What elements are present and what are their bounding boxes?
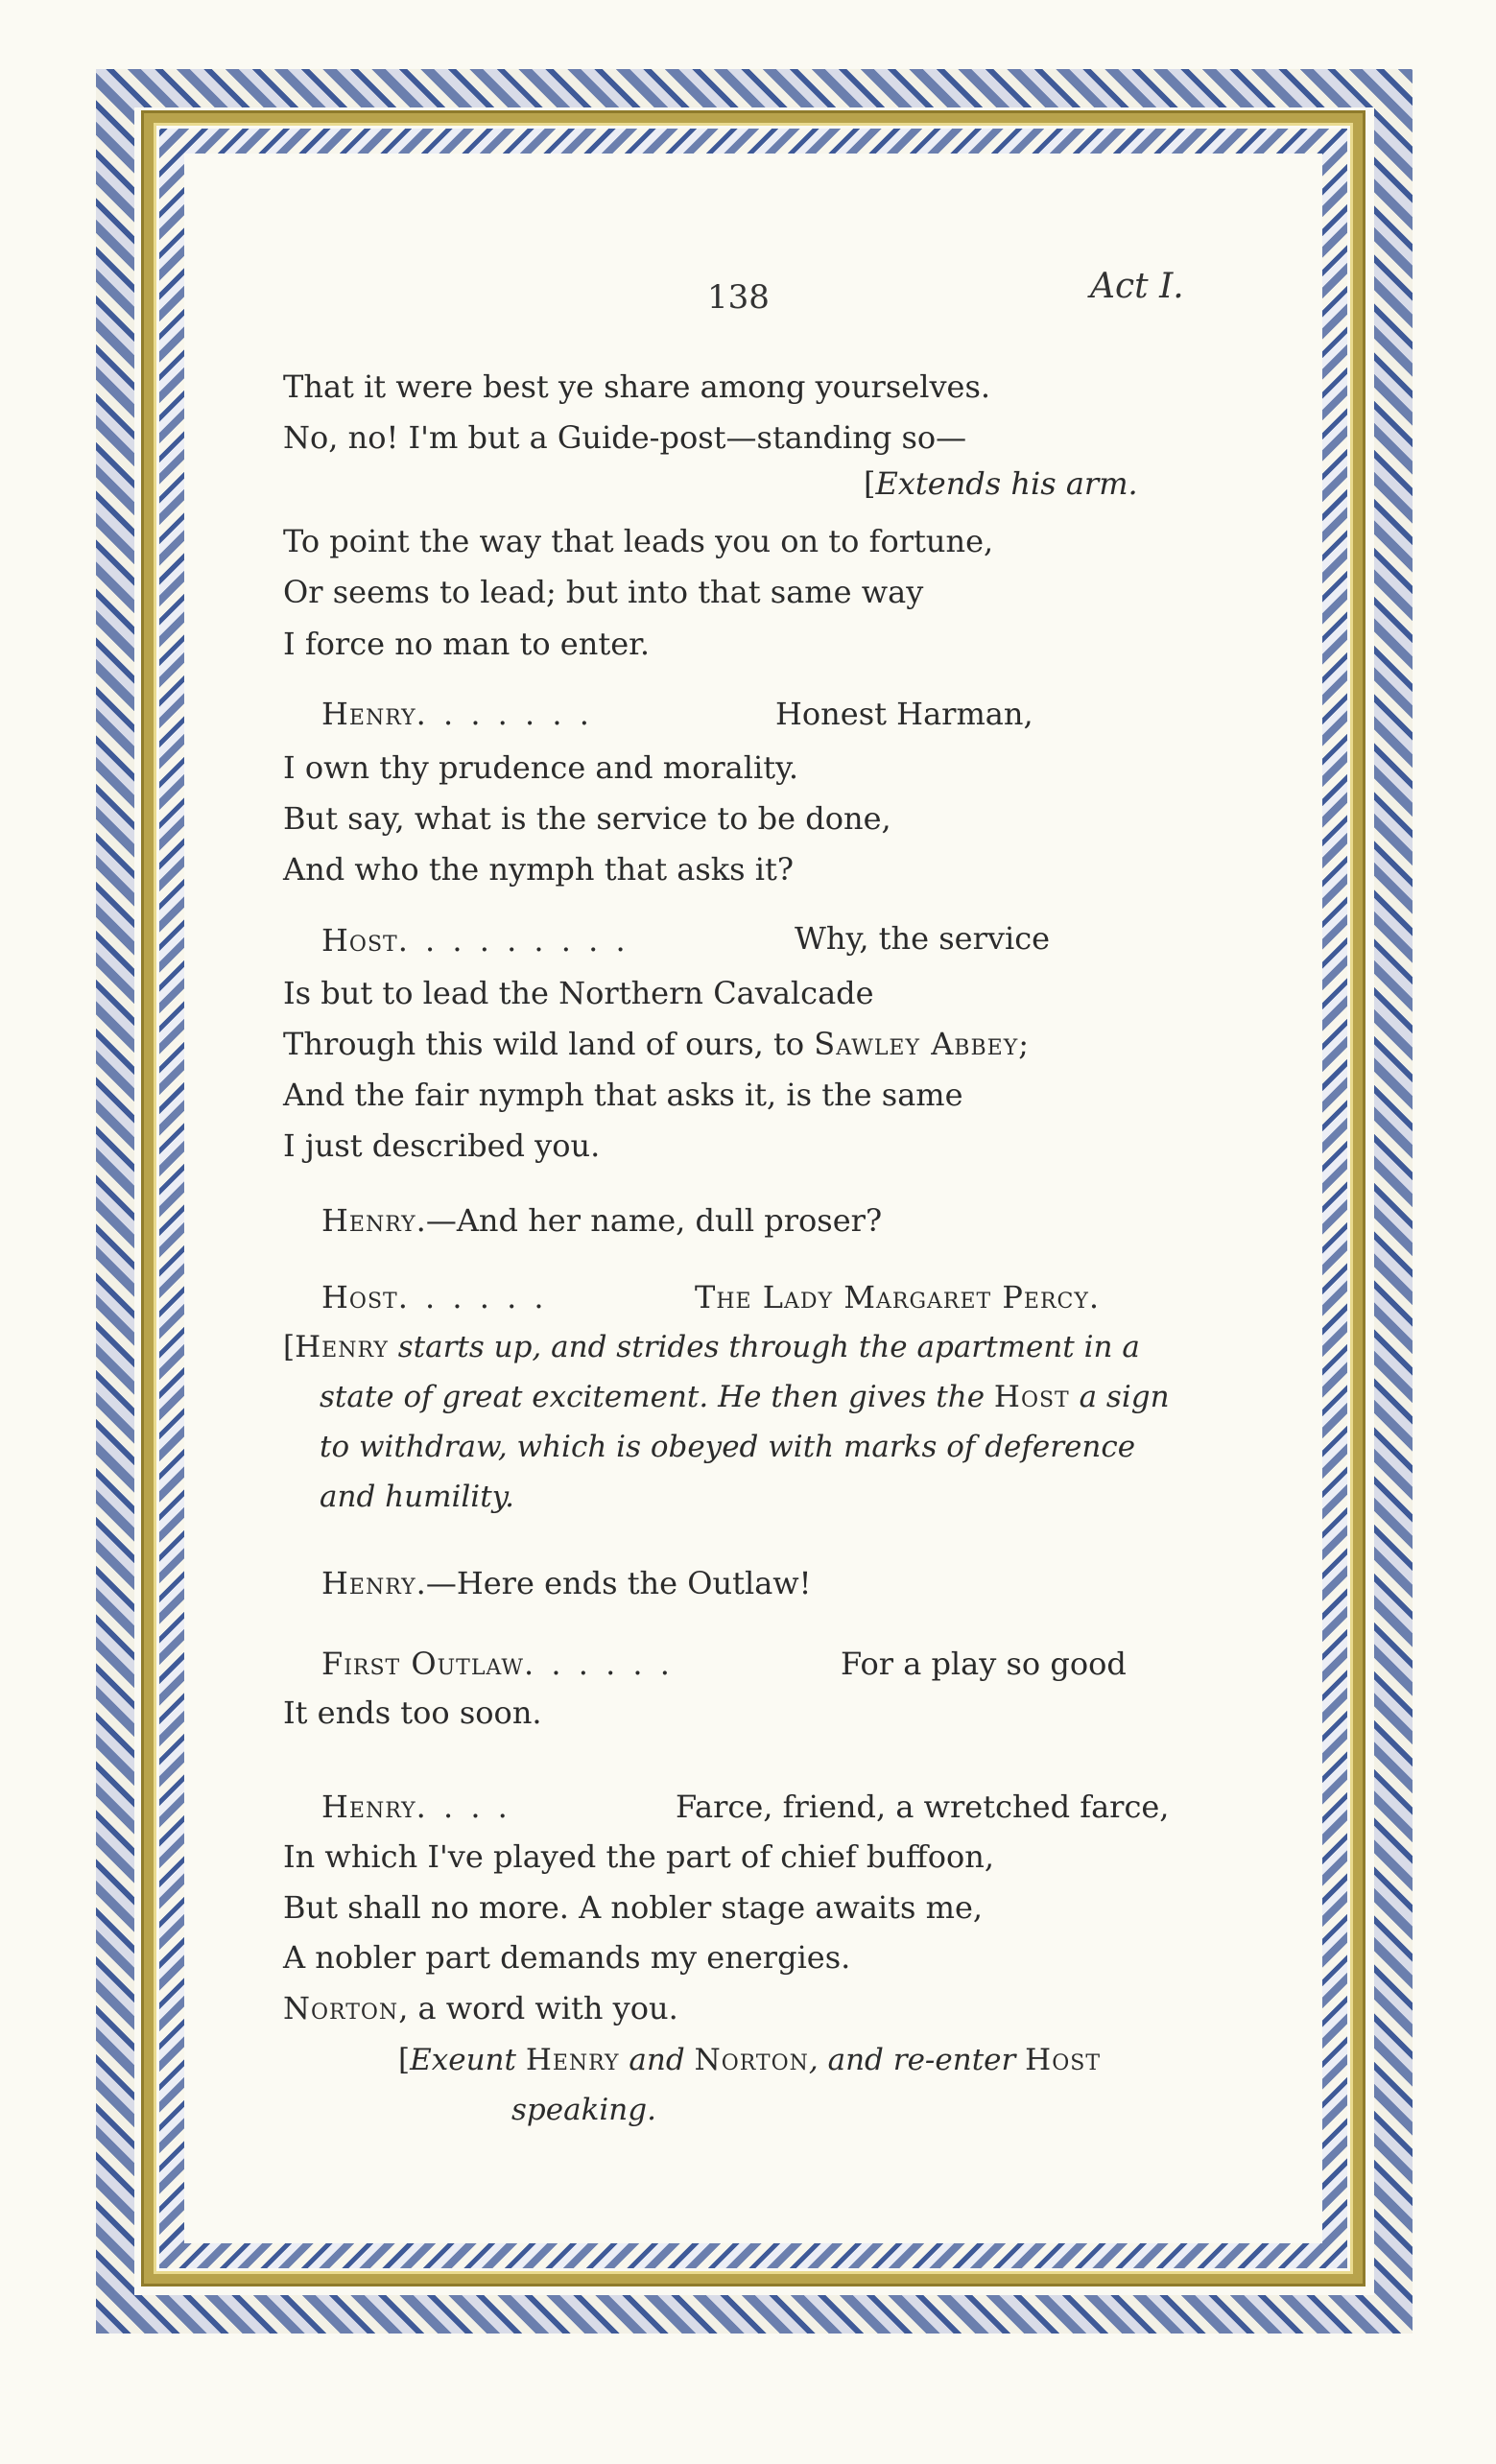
speaker-name: Henry [321, 1202, 416, 1239]
verse-line: That it were best ye share among yourselves. [283, 368, 991, 405]
speaker-line [321, 1645, 674, 1683]
verse-line: I own thy prudence and morality. [283, 749, 799, 786]
speaker-name: Host [321, 1279, 398, 1315]
verse-line: I just described you. [283, 1127, 601, 1164]
verse-line: And the fair nymph that asks it, is the same [283, 1077, 963, 1113]
verse-line: Is but to lead the Northern Cavalcade [283, 975, 874, 1011]
stage-direction-text: starts up, and strides through the apartment in a [388, 1330, 1140, 1364]
page-number: 138 [707, 278, 770, 317]
verse-line: To point the way that leads you on to fortune, [283, 523, 994, 559]
stage-direction: to withdraw, which is obeyed with marks of deference [320, 1430, 1136, 1464]
verse-text-segment: .—And her name, dull proser? [416, 1202, 883, 1239]
stage-direction: and humility. [320, 1480, 514, 1514]
leader-dots: . . . . . . [397, 1279, 548, 1315]
stage-direction-text: a sign [1069, 1380, 1170, 1414]
character-name: Henry [295, 1330, 389, 1364]
verse-line: Honest Harman, [775, 696, 1033, 732]
verse-text-segment: , a word with you. [398, 1990, 678, 2026]
stage-direction [398, 2041, 1101, 2079]
verse-text-segment: .—Here ends the Outlaw! [416, 1565, 812, 1601]
verse-text-segment: ; [1018, 1026, 1029, 1062]
page-header [0, 267, 1496, 324]
speaker-name: Host [321, 922, 398, 959]
text-block [184, 154, 1322, 2243]
speaker-name: Henry [321, 696, 416, 732]
verse-line: Why, the service [795, 920, 1051, 957]
leader-dots: . . . . [416, 1789, 511, 1825]
stage-direction-text: , and re-enter [808, 2043, 1026, 2077]
bracket: [ [283, 1330, 296, 1364]
verse-line: For a play so good [841, 1646, 1127, 1682]
speaker-line [321, 1564, 812, 1602]
character-name: Norton [694, 2043, 809, 2077]
verse-line: But say, what is the service to be done, [283, 800, 891, 837]
leader-dots: . . . . . . [524, 1646, 674, 1682]
stage-direction [283, 1328, 1140, 1366]
verse-line: But shall no more. A nobler stage awaits me, [283, 1889, 984, 1926]
speaker-line [321, 921, 629, 960]
verse-text-segment: Through this wild land of ours, to [283, 1026, 815, 1062]
stage-direction-text: Exeunt [410, 2043, 526, 2077]
speaker-line [321, 695, 593, 733]
act-label: Act I. [1090, 267, 1184, 306]
character-name: Norton [283, 1990, 399, 2026]
verse-line [283, 1025, 1029, 1063]
bracket: [ [864, 465, 876, 502]
verse-line: It ends too soon. [283, 1694, 542, 1731]
verse-line: A nobler part demands my energies. [283, 1939, 851, 1976]
bracket: [ [398, 2043, 411, 2077]
speaker-line [321, 1201, 882, 1240]
stage-direction: speaking. [511, 2093, 656, 2127]
stage-direction-text: Extends his arm. [875, 465, 1138, 502]
place-name: Sawley Abbey [814, 1026, 1019, 1062]
stage-direction [320, 1378, 1170, 1416]
leader-dots: . . . . . . . . . [397, 922, 629, 959]
speaker-name: First Outlaw [321, 1646, 525, 1682]
verse-line: Or seems to lead; but into that same way [283, 574, 924, 610]
speaker-name: Henry [321, 1789, 416, 1825]
leader-dots: . . . . . . . [416, 696, 593, 732]
character-name: The Lady Margaret Percy. [695, 1279, 1101, 1315]
verse-line: I force no man to enter. [283, 626, 651, 662]
stage-direction [864, 464, 1138, 503]
character-name: Host [1025, 2043, 1101, 2077]
speaker-line [321, 1788, 511, 1826]
verse-line: In which I've played the part of chief buffoon, [283, 1838, 995, 1875]
character-name: Henry [525, 2043, 620, 2077]
verse-line: And who the nymph that asks it? [283, 851, 794, 888]
verse-line [283, 1989, 678, 2027]
speaker-line [321, 1278, 548, 1316]
verse-line: No, no! I'm but a Guide-post—standing so— [283, 419, 967, 456]
stage-direction-text: state of great excitement. He then gives the [320, 1380, 994, 1414]
stage-direction-text: and [619, 2043, 695, 2077]
verse-line: Farce, friend, a wretched farce, [676, 1789, 1170, 1825]
speaker-name: Henry [321, 1565, 416, 1601]
character-name: Host [993, 1380, 1070, 1414]
